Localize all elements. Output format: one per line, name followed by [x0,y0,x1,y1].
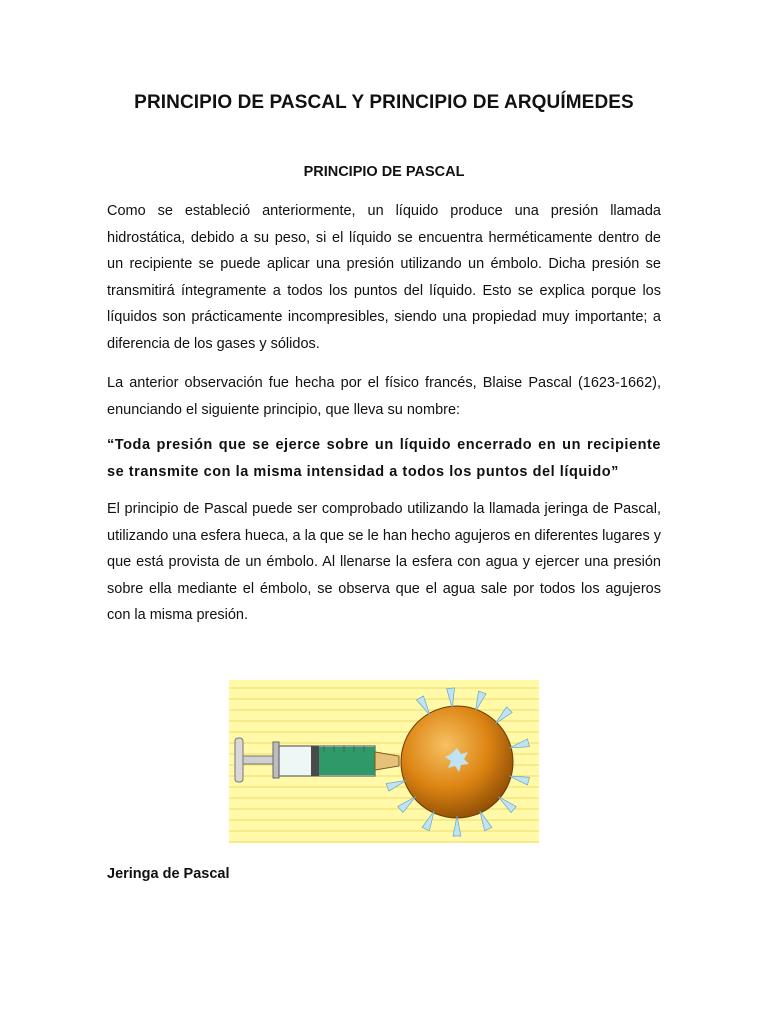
pascal-principle-quote: “Toda presión que se ejerce sobre un líquido encerrado en un recipiente se transmite con la misma intensidad a todos los puntos del líquido” [107,437,661,480]
syringe-svg [229,680,539,843]
section-title: PRINCIPIO DE PASCAL [303,164,465,180]
plunger-seal [311,746,319,776]
paragraph-syringe: El principio de Pascal puede ser comprobado utilizando la llamada jeringa de Pascal, utilizando una esfera hueca, a la que se le han hecho agujeros en diferentes lugares y que está provista de un émbolo. Al llenarse la esfera con agua y ejercer una presión sobre ella mediante el émbolo, se observa que el agua sale por todos los agujeros con la misma presión. [107,501,661,623]
barrel-flange [273,742,279,778]
paragraph-observation: La anterior observación fue hecha por el físico francés, Blaise Pascal (1623-1662), enunciando el siguiente principio, que lleva su nombre: [107,375,661,418]
plunger-rod [243,756,277,764]
syringe-liquid [317,747,375,775]
paragraph-intro: Como se estableció anteriormente, un líquido produce una presión llamada hidrostática, debido a su peso, si el líquido se encuentra herméticamente dentro de un recipiente se puede aplicar una presión utilizando un émbolo. Dicha presión se transmitirá íntegramente a todos los puntos del líquido. Esto se explica porque los líquidos son prácticamente incompresibles, siendo una propiedad muy importante; a diferencia de los gases y sólidos. [107,203,661,352]
pascal-syringe-illustration [229,680,539,843]
document-title: PRINCIPIO DE PASCAL Y PRINCIPIO DE ARQUÍMEDES [134,92,634,113]
plunger-handle [235,738,243,782]
figure-caption: Jeringa de Pascal [107,866,230,882]
